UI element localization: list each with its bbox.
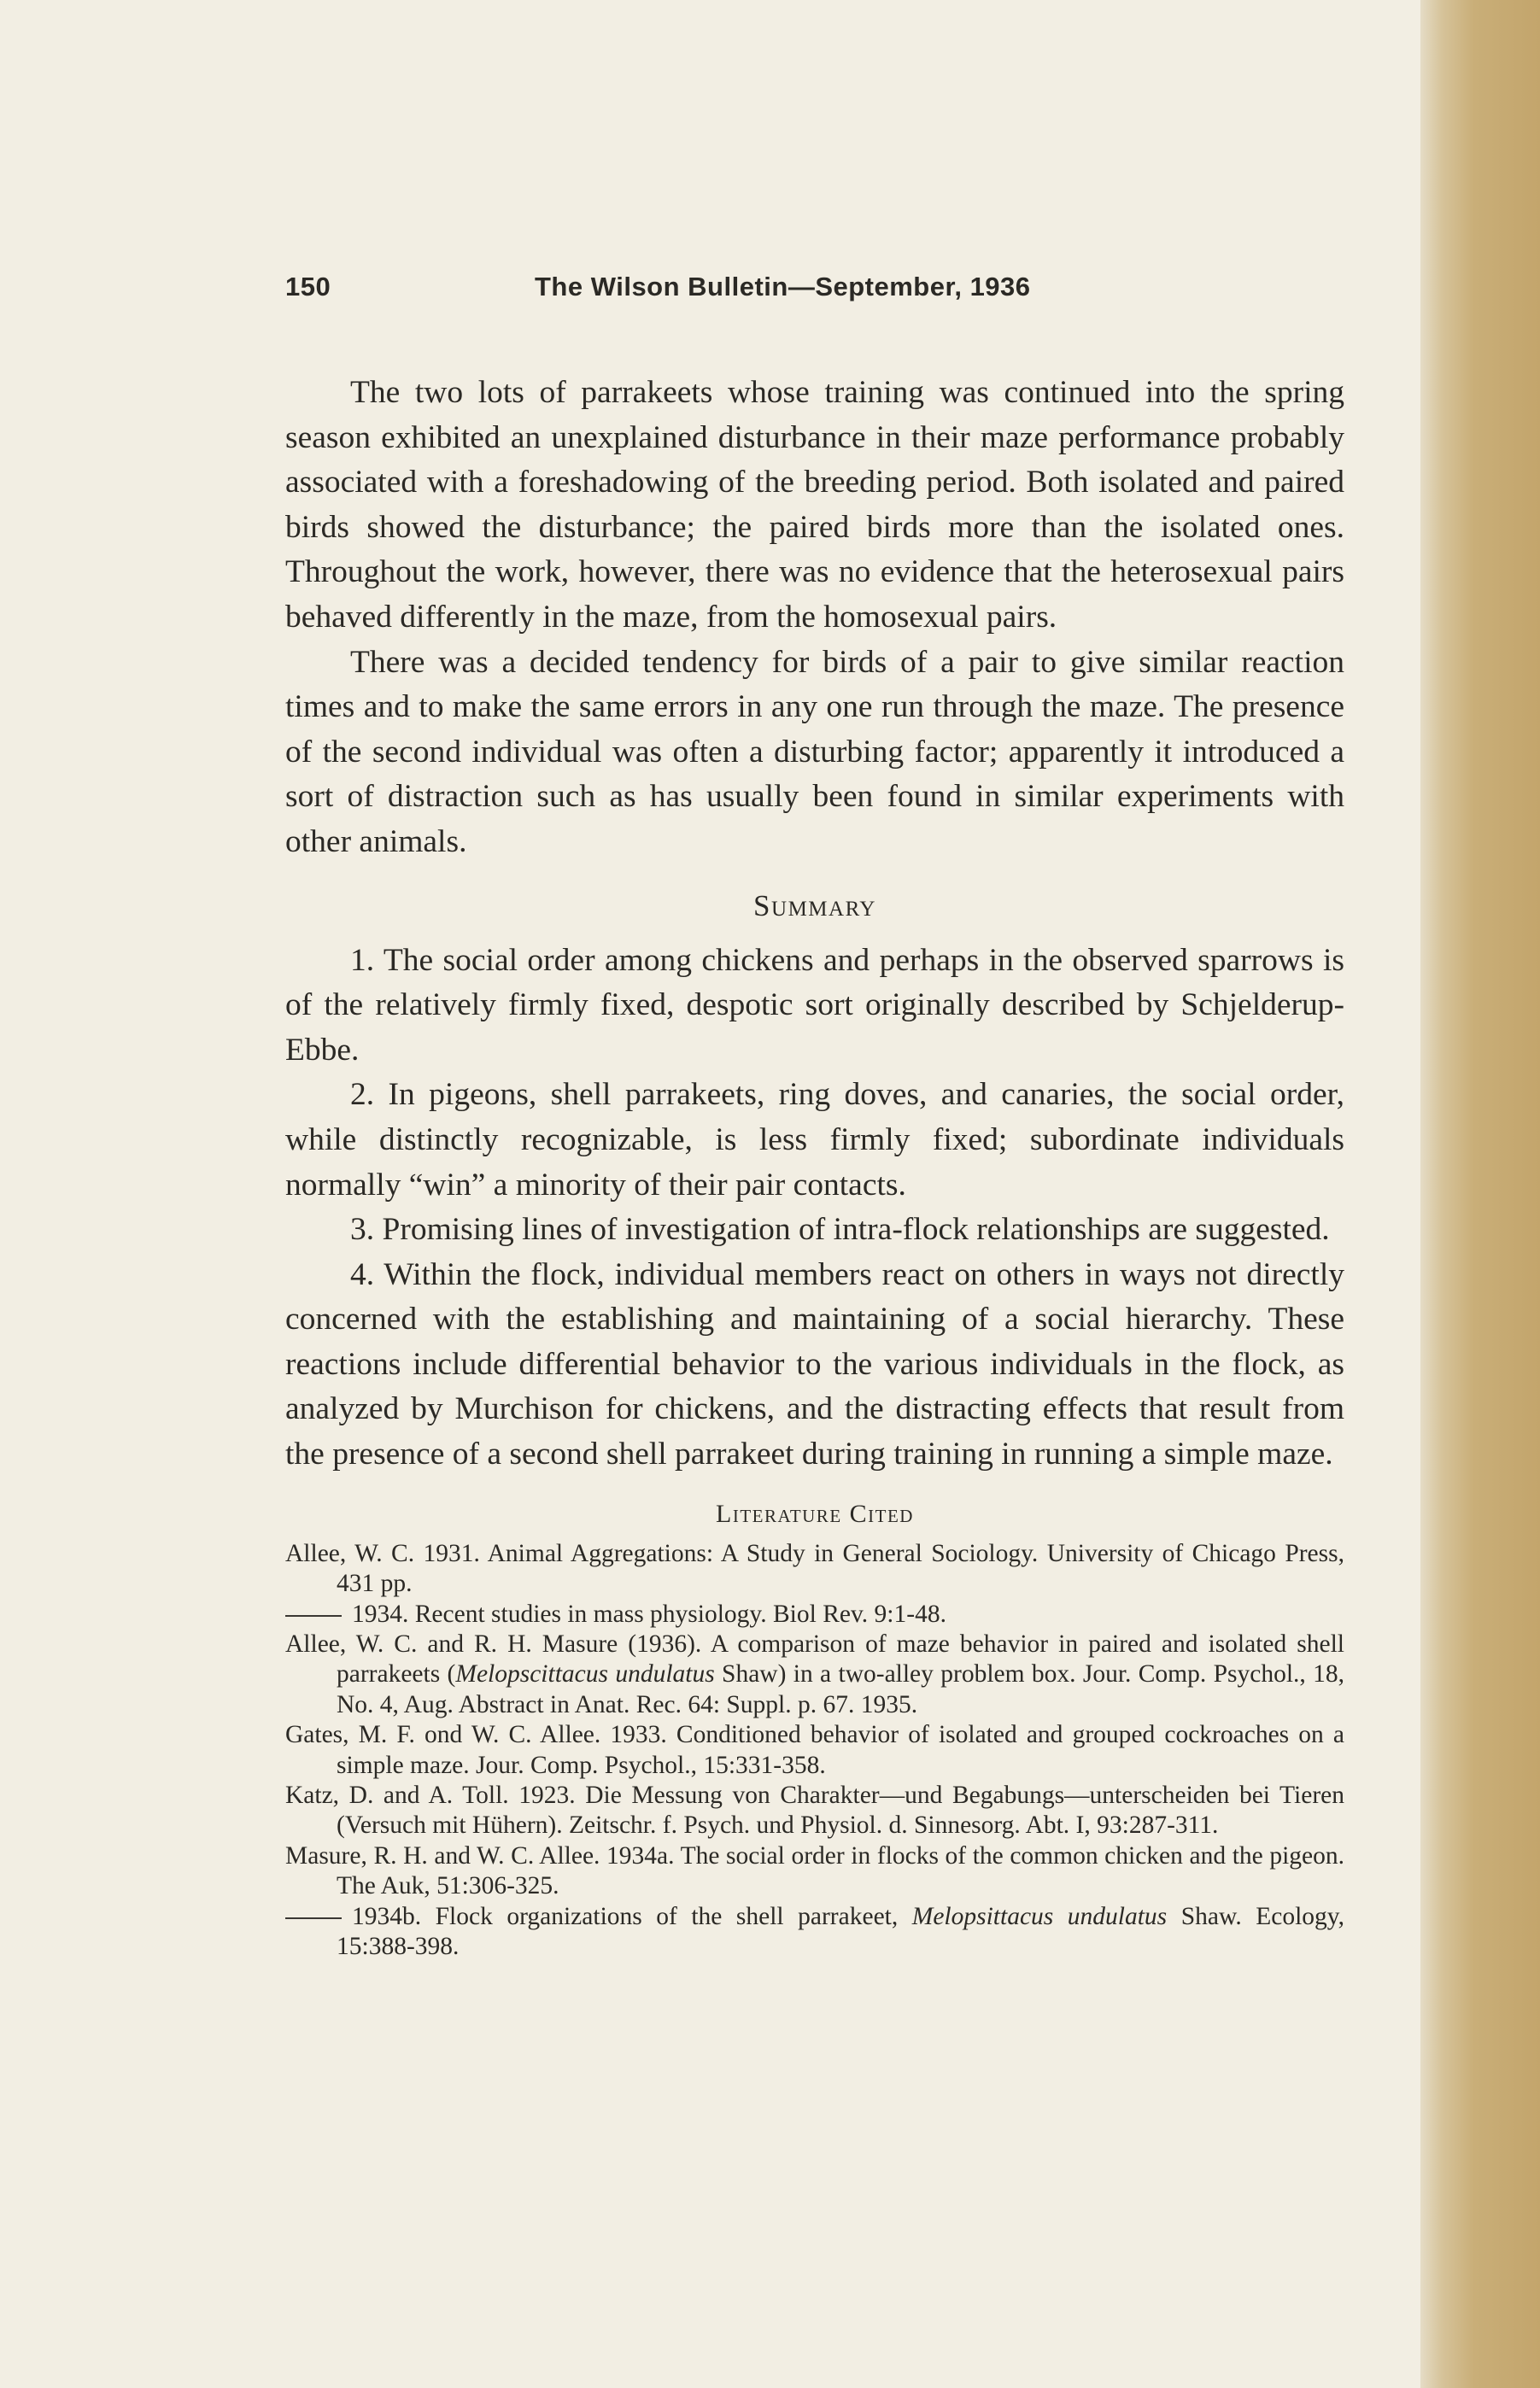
species-name: Melopsittacus undulatus <box>911 1903 1168 1931</box>
reference-text: Allee, W. C. and R. H. Masure (1936). A comparison of maze behavior in paired and isolated shell parrakeets ( <box>285 1630 1344 1689</box>
reference <box>285 1720 1344 1780</box>
content <box>285 272 1344 1963</box>
reference <box>285 1539 1344 1599</box>
page-edge <box>1420 0 1540 2388</box>
running-header <box>285 272 1344 309</box>
reference-list <box>285 1539 1344 1963</box>
reference <box>285 1781 1344 1841</box>
ditto-dash <box>285 1917 342 1919</box>
paragraph: The two lots of parrakeets whose training was continued into the spring season exhibited an unexplained disturbance in their maze performance probably associated with a foreshadowing of the breeding period. Both isolated and paired birds showed the disturbance; the paired birds more than the isolated ones. Throughout the work, however, there was no evidence that the heterosexual pairs behaved differently in the maze, from the homosexual pairs. <box>285 375 1344 635</box>
reference-text: Masure, R. H. and W. C. Allee. 1934a. The social order in flocks of the common chicken and the pigeon. The Auk, 51:306-325. <box>285 1842 1344 1900</box>
reference-text: Shaw) in a two-alley problem box. Jour. Comp. Psychol., 18, No. 4, Aug. Abstract in Anat. Rec. 64: Suppl. p. 67. 1935. <box>337 1660 1344 1718</box>
reference-text: 1934. Recent studies in mass physiology. Biol Rev. 9:1-48. <box>352 1600 946 1628</box>
summary-item: 3. Promising lines of investigation of intra-flock relationships are suggested. <box>350 1212 1330 1248</box>
summary-heading: Summary <box>753 888 876 922</box>
paragraph: There was a decided tendency for birds of a pair to give similar reaction times and to make the same errors in any one run through the maze. The presence of the second individual was often a disturbing factor; apparently it introduced a sort of distraction such as has usually been found in similar experiments with other animals. <box>285 644 1344 859</box>
reference-text: 1934b. Flock organizations of the shell parrakeet, <box>352 1903 912 1931</box>
summary-item: 1. The social order among chickens and perhaps in the observed sparrows is of the relatively firmly fixed, despotic sort originally described by Schjelderup-Ebbe. <box>285 942 1344 1068</box>
reference <box>285 1630 1344 1720</box>
ditto-dash <box>285 1615 342 1617</box>
reference-text: Allee, W. C. 1931. Animal Aggregations: A Study in General Sociology. University of Chicago Press, 431 pp. <box>285 1539 1344 1597</box>
page-number: 150 <box>285 272 331 301</box>
species-name: Melopscittacus undulatus <box>455 1660 715 1689</box>
reference <box>285 1841 1344 1901</box>
running-title: The Wilson Bulletin—September, 1936 <box>535 272 1031 301</box>
summary-item: 4. Within the flock, individual members react on others in ways not directly concerned with the establishing and maintaining of a social hierarchy. These reactions include differential behavior to the various individuals in the flock, as analyzed by Murchison for chickens, and the distracting effects that result from the presence of a second shell parrakeet during training in running a simple maze. <box>285 1256 1344 1472</box>
reference <box>285 1600 1344 1630</box>
literature-heading: Literature Cited <box>716 1499 914 1528</box>
reference <box>285 1902 1344 1962</box>
reference-text: Shaw. Ecology, 15:388-398. <box>337 1903 1344 1961</box>
reference-text: Katz, D. and A. Toll. 1923. Die Messung von Charakter—und Begabungs—unterscheiden bei Tieren (Versuch mit Hühern). Zeitschr. f. Psych. und Physiol. d. Sinnesorg. Abt. I, 93:287-311. <box>285 1782 1344 1840</box>
reference-text: Gates, M. F. ond W. C. Allee. 1933. Conditioned behavior of isolated and grouped cockroaches on a simple maze. Jour. Comp. Psychol., 15:331-358. <box>285 1721 1344 1779</box>
summary-item: 2. In pigeons, shell parrakeets, ring doves, and canaries, the social order, while distinctly recognizable, is less firmly fixed; subordinate individuals normally “win” a minority of their pair contacts. <box>285 1077 1344 1203</box>
